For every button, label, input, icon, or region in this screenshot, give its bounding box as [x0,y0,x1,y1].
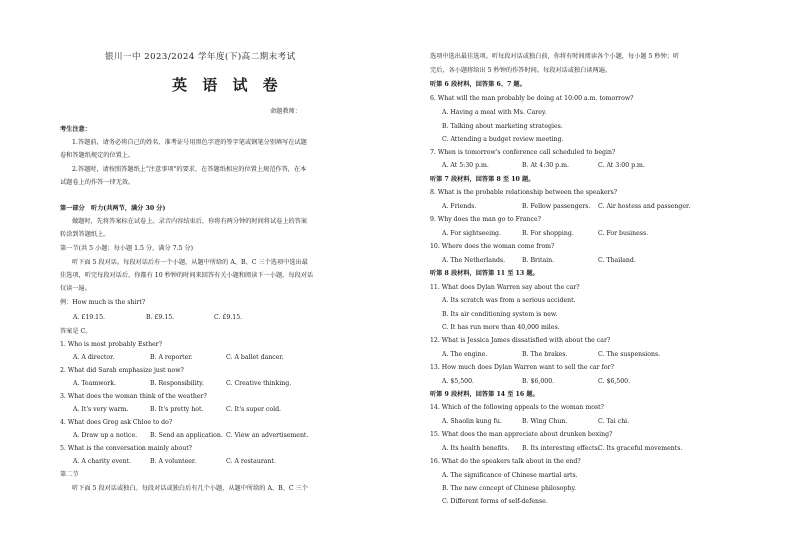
option-a: A. Friends. [442,203,477,210]
option-c: C. Creative thinking. [226,380,292,387]
option-b: B. Fellow passengers. [522,203,591,210]
option-a: A. £19.15. [73,314,106,321]
section-instructions: 佳选项，听完每段对话后，你都有 10 秒钟的时间来回答有关小题和阅读下一小题。每段对话 [60,272,314,279]
example-answer: 答案是 C。 [60,328,92,335]
option-c: C. Thailand. [598,257,636,264]
question-stem: 2. What did Sarah emphasize just now? [60,367,184,374]
section-instructions: 听下面 5 段对话。每段对话后有一个小题，从题中所给的 A、B、C 三个选项中选出最 [72,259,308,266]
option-a: A. For sightseeing. [442,230,501,237]
option-c: C. Attending a budget review meeting. [442,136,564,143]
notes-text: 卷和答题纸规定的位置上。 [60,152,135,159]
option-c: C. $6,500. [598,378,631,385]
option-b: B. A reporter. [150,354,193,361]
group-heading: 听第 8 段材料，回答第 11 至 13 题。 [430,270,539,277]
option-b: B. A volunteer. [150,458,197,465]
option-b: B. $6,000. [522,378,555,385]
group-heading: 听第 6 段材料，回答第 6、7 题。 [430,81,526,88]
option-c: C. Different forms of self-defense. [442,498,548,505]
question-stem: 10. Where does the woman come from? [430,243,555,250]
question-stem: 13. How much does Dylan Warren want to sell the car for? [430,364,614,371]
question-stem: 11. What does Dylan Warren say about the car? [430,284,580,291]
option-c: C. Tai chi. [598,418,630,425]
option-c: C. At 3:00 p.m. [598,162,645,169]
option-a: A. The engine. [442,351,488,358]
section-heading: 第一节(共 5 小题；每小题 1.5 分，满分 7.5 分) [60,245,194,252]
example-question: 例：How much is the shirt? [60,299,146,306]
option-a: A. The significance of Chinese martial arts. [442,472,578,479]
option-b: B. The brakes. [522,351,568,358]
question-stem: 7. When is tomorrow's conference call scheduled to begin? [430,149,616,156]
subject-title: 英 语 试 卷 [172,76,283,94]
option-b: B. Britain. [522,257,555,264]
question-stem: 9. Why does the man go to France? [430,216,541,223]
option-a: A. Teamwork. [73,380,116,387]
question-stem: 6. What will the man probably be doing at 10:00 a.m. tomorrow? [430,95,634,102]
question-stem: 5. What is the conversation mainly about? [60,445,193,452]
option-c: C. It's super cold. [226,406,282,413]
question-setter: 命题教师： [270,108,301,115]
option-b: B. It's pretty hot. [150,406,204,413]
question-stem: 3. What does the woman think of the weather? [60,393,207,400]
option-c: C. It has run more than 40,000 miles. [442,324,560,331]
section-instructions: 选项中选出最佳选项。听每段对话或独白前，你将有时间阅读各个小题，每小题 5 秒钟；听 [430,53,680,60]
option-c: C. View an advertisement. [226,432,309,439]
option-b: B. The new concept of Chinese philosophy. [442,485,577,492]
option-c: C. For business. [598,230,649,237]
option-a: A. The Netherlands. [442,257,506,264]
part-intro: 做题时，先将答案标在试卷上。录音内容结束后，你将有两分钟的时间将试卷上的答案 [72,218,308,225]
notes-text: 2.答题时，请按照答题纸上"注意事项"的要求，在答题纸相应的位置上规范作答，在本 [72,166,307,173]
option-a: A. A charity event. [73,458,132,465]
option-a: A. Its scratch was from a serious accident. [442,297,576,304]
group-heading: 听第 9 段材料，回答第 14 至 16 题。 [430,391,539,398]
option-c: C. Air hostess and passenger. [598,203,691,210]
option-b: B. At 4:30 p.m. [522,162,569,169]
question-stem: 14. Which of the following appeals to the woman most? [430,404,604,411]
notes-heading: 考生注意： [60,126,91,133]
question-stem: 16. What do the speakers talk about in the end? [430,458,581,465]
option-c: C. The suspensions. [598,351,661,358]
section-instructions: 听下面 5 段对话或独白。每段对话或独白后有几个小题，从题中所给的 A、B、C 三个 [72,485,308,492]
notes-text: 试题卷上的作答一律无效。 [60,179,135,186]
part-heading: 第一部分 听力(共两节，满分 30 分) [60,205,166,212]
option-b: B. For shopping. [522,230,574,237]
section-heading: 第二节 [60,471,79,478]
option-c: C. £9.15. [214,314,243,321]
option-c: C. A restaurant. [226,458,276,465]
option-a: A. It's very warm. [73,406,129,413]
option-a: A. At 5:30 p.m. [442,162,489,169]
option-a: A. Having a meal with Ms. Carey. [442,109,547,116]
option-b: B. Talking about marketing strategies. [442,123,563,130]
question-stem: 15. What does the man appreciate about drunken boxing? [430,431,613,438]
option-b: B. Send an application. [150,432,223,439]
option-a: A. $5,500. [442,378,475,385]
option-b: B. Responsibility. [150,380,204,387]
option-a: A. Draw up a notice. [73,432,138,439]
question-stem: 8. What is the probable relationship between the speakers? [430,189,618,196]
option-b: B. Wing Chun. [522,418,568,425]
option-a: A. Shaolin kung fu. [442,418,502,425]
option-a: A. Its health benefits. [442,445,510,452]
option-c: C. Its graceful movements. [598,445,683,452]
option-a: A. A director. [73,354,115,361]
exam-title: 银川一中 2023/2024 学年度(下)高二期末考试 [105,52,296,62]
question-stem: 4. What does Greg ask Chloe to do? [60,419,173,426]
question-stem: 12. What is Jessica James dissatisfied with about the car? [430,337,611,344]
section-instructions: 完后，各小题将给出 5 秒钟的作答时间。每段对话或独白读两遍。 [430,67,612,74]
notes-text: 1.答题前，请务必将自己的姓名、准考证号用黑色字迹的签字笔或钢笔分别填写在试题 [72,139,307,146]
group-heading: 听第 7 段材料，回答第 8 至 10 题。 [430,176,535,183]
option-b: B. Its air conditioning system is new. [442,311,558,318]
option-c: C. A ballet dancer. [226,354,284,361]
section-instructions: 仅读一遍。 [60,285,91,292]
part-intro: 转涂到答题纸上。 [60,231,110,238]
option-b: B. £9.15. [146,314,175,321]
option-b: B. Its interesting effects. [522,445,600,452]
question-stem: 1. Who is most probably Esther? [60,341,163,348]
